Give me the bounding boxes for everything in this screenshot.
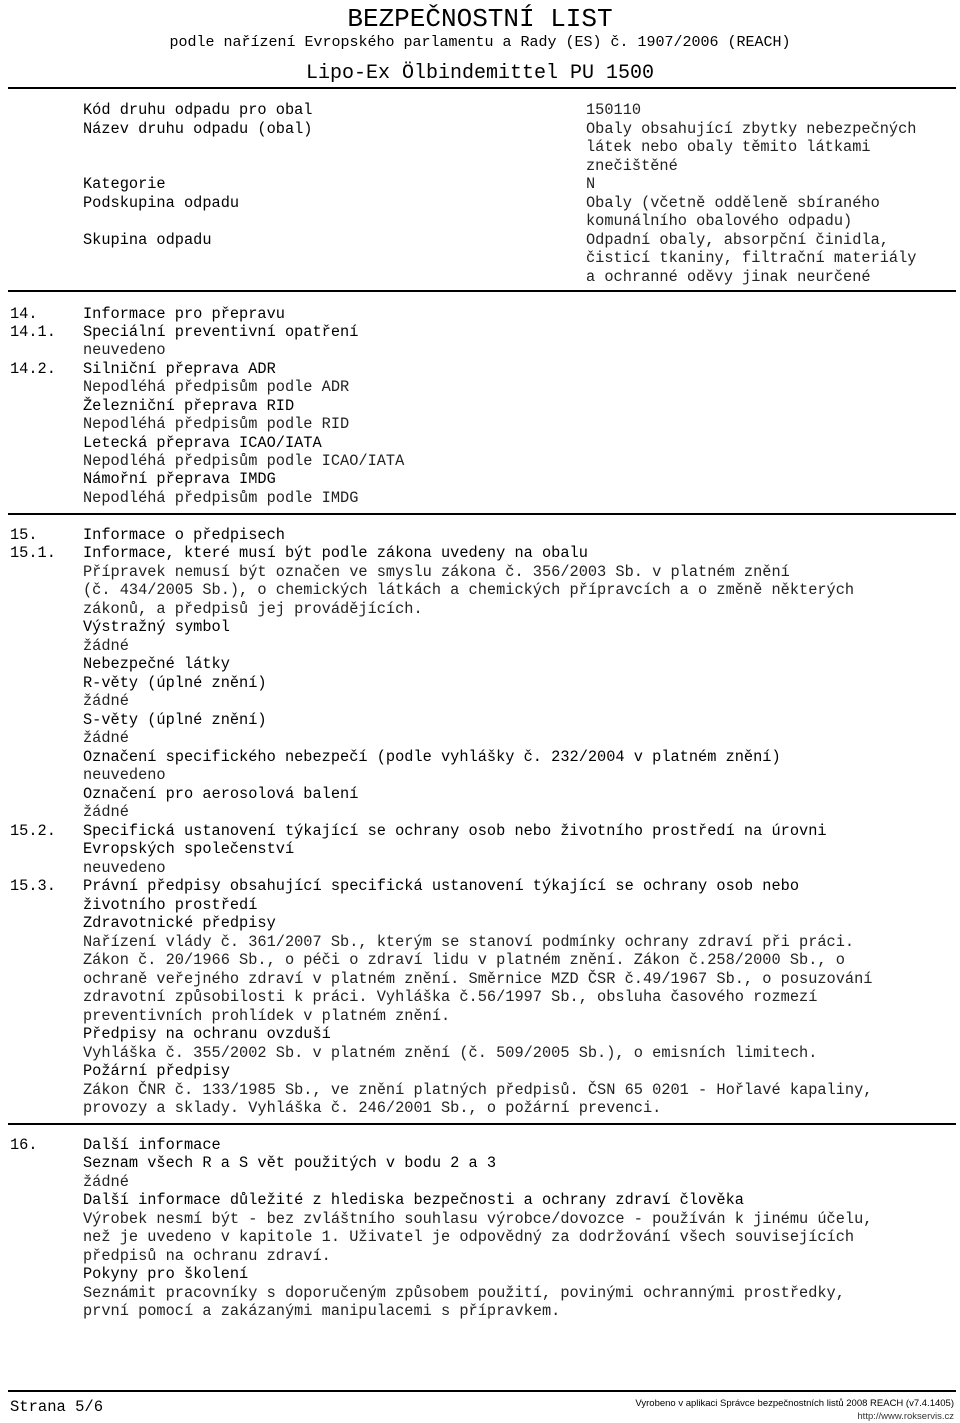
subsection-number: 14.2. <box>10 360 56 378</box>
section-title: Informace o předpisech <box>83 526 285 544</box>
item-value: žádné <box>83 637 129 655</box>
footer-divider <box>8 1390 956 1392</box>
page-number: Strana 5/6 <box>10 1398 104 1416</box>
waste-label-category: Kategorie <box>83 175 166 193</box>
item-title: Výstražný symbol <box>83 618 230 636</box>
item-title: Označení pro aerosolová balení <box>83 785 359 803</box>
waste-value-name-line: znečištěné <box>586 157 678 175</box>
paragraph-line: preventivních prohlídek v platném znění. <box>83 1007 451 1025</box>
document-title: BEZPEČNOSTNÍ LIST <box>347 4 613 34</box>
section-number: 15. <box>10 526 38 544</box>
subsection-number: 15.3. <box>10 877 56 895</box>
section-number: 16. <box>10 1136 38 1154</box>
waste-label-name: Název druhu odpadu (obal) <box>83 120 313 138</box>
footer-credit <box>635 1397 954 1423</box>
paragraph-line: předpisů na ochranu zdraví. <box>83 1247 331 1265</box>
paragraph-line: Vyhláška č. 355/2002 Sb. v platném znění (č. 509/2005 Sb.), o emisních limitech. <box>83 1044 818 1062</box>
subsection-title: Specifická ustanovení týkající se ochrany osob nebo životního prostředí na úrovni <box>83 822 827 840</box>
section-number: 14. <box>10 305 38 323</box>
item-value: žádné <box>83 1173 129 1191</box>
waste-value-name-line: Obaly obsahující zbytky nebezpečných <box>586 120 917 138</box>
subsection-title: Silniční přeprava ADR <box>83 360 276 378</box>
transport-value: Nepodléhá předpisům podle RID <box>83 415 350 433</box>
transport-value: Nepodléhá předpisům podle IMDG <box>83 489 359 507</box>
credit-text: Vyrobeno v aplikaci Správce bezpečnostních listů 2008 REACH (v7.4.1405) <box>635 1398 954 1409</box>
item-title: Označení specifického nebezpečí (podle vyhlášky č. 232/2004 v platném znění) <box>83 748 781 766</box>
transport-title: Námořní přeprava IMDG <box>83 470 276 488</box>
transport-title: Železniční přeprava RID <box>83 397 295 415</box>
paragraph-line: Seznámit pracovníky s doporučeným způsobem použití, povinými ochrannými prostředky, <box>83 1284 845 1302</box>
paragraph-line: ochraně veřejného zdraví v platném znění. Směrnice MZD ČSR č.49/1967 Sb., o posuzování <box>83 970 873 988</box>
section-divider <box>8 1123 956 1125</box>
subsection-title: Informace, které musí být podle zákona uvedeny na obalu <box>83 544 588 562</box>
transport-value: Nepodléhá předpisům podle ADR <box>83 378 350 396</box>
subsection-number: 15.2. <box>10 822 56 840</box>
product-name: Lipo-Ex Ölbindemittel PU 1500 <box>305 62 655 85</box>
header-divider <box>8 87 956 89</box>
subsection-value: neuvedeno <box>83 341 166 359</box>
paragraph-line: Nařízení vlády č. 361/2007 Sb., kterým se stanoví podmínky ochrany zdraví při práci. <box>83 933 855 951</box>
waste-value-group-line: čisticí tkaniny, filtrační materiály <box>586 249 917 267</box>
section-divider <box>8 513 956 515</box>
transport-value: Nepodléhá předpisům podle ICAO/IATA <box>83 452 405 470</box>
paragraph-line: zdravotní způsobilosti k práci. Vyhláška č.56/1997 Sb., obsluha časového rozmezí <box>83 988 818 1006</box>
waste-label-code: Kód druhu odpadu pro obal <box>83 101 313 119</box>
waste-value-subgroup-line: Obaly (včetně odděleně sbíraného <box>586 194 880 212</box>
subsection-title: Speciální preventivní opatření <box>83 323 359 341</box>
paragraph-line: Zákon č. 20/1966 Sb., o péči o zdraví lidu v platném znění. Zákon č.258/2000 Sb., o <box>83 951 845 969</box>
item-title: Požární předpisy <box>83 1062 230 1080</box>
subsection-title: životního prostředí <box>83 896 258 914</box>
item-title: R-věty (úplné znění) <box>83 674 267 692</box>
waste-value-category: N <box>586 175 596 193</box>
item-title: Předpisy na ochranu ovzduší <box>83 1025 331 1043</box>
waste-label-subgroup: Podskupina odpadu <box>83 194 240 212</box>
item-value: žádné <box>83 729 129 747</box>
paragraph-line: než je uvedeno v kapitole 1. Uživatel je odpovědný za dodržování všech souvisejících <box>83 1228 855 1246</box>
subsection-number: 14.1. <box>10 323 56 341</box>
subsection-number: 15.1. <box>10 544 56 562</box>
item-value: neuvedeno <box>83 859 166 877</box>
item-title: Další informace důležité z hlediska bezpečnosti a ochrany zdraví člověka <box>83 1191 744 1209</box>
waste-value-subgroup-line: komunálního obalového odpadu) <box>586 212 853 230</box>
item-value: žádné <box>83 692 129 710</box>
paragraph-line: Přípravek nemusí být označen ve smyslu zákona č. 356/2003 Sb. v platném znění <box>83 563 790 581</box>
credit-link[interactable]: http://www.rokservis.cz <box>857 1411 954 1422</box>
waste-value-group-line: Odpadní obaly, absorpční činidla, <box>586 231 889 249</box>
section-title: Další informace <box>83 1136 221 1154</box>
item-title: Pokyny pro školení <box>83 1265 249 1283</box>
section-divider <box>8 290 956 292</box>
transport-title: Letecká přeprava ICAO/IATA <box>83 434 322 452</box>
waste-value-code: 150110 <box>586 101 642 119</box>
section-title: Informace pro přepravu <box>83 305 285 323</box>
waste-label-group: Skupina odpadu <box>83 231 212 249</box>
item-value: žádné <box>83 803 129 821</box>
item-title: S-věty (úplné znění) <box>83 711 267 729</box>
waste-value-name-line: látek nebo obaly těmito látkami <box>586 138 871 156</box>
item-title: Nebezpečné látky <box>83 655 230 673</box>
paragraph-line: provozy a sklady. Vyhláška č. 246/2001 Sb., o požární prevenci. <box>83 1099 662 1117</box>
document-subtitle: podle nařízení Evropského parlamentu a Rady (ES) č. 1907/2006 (REACH) <box>169 34 791 51</box>
item-title: Seznam všech R a S vět použitých v bodu 2 a 3 <box>83 1154 497 1172</box>
paragraph-line: první pomocí a zakázanými manipulacemi s přípravkem. <box>83 1302 561 1320</box>
paragraph-line: zákonů, a předpisů jej provádějících. <box>83 600 423 618</box>
waste-value-group-line: a ochranné oděvy jinak neurčené <box>586 268 871 286</box>
paragraph-line: Zákon ČNR č. 133/1985 Sb., ve znění platných předpisů. ČSN 65 0201 - Hořlavé kapaliny, <box>83 1081 873 1099</box>
item-value: neuvedeno <box>83 766 166 784</box>
item-title: Zdravotnické předpisy <box>83 914 276 932</box>
subsection-title: Evropských společenství <box>83 840 295 858</box>
paragraph-line: Výrobek nesmí být - bez zvláštního souhlasu výrobce/dovozce - používán k jinému účelu, <box>83 1210 873 1228</box>
paragraph-line: (č. 434/2005 Sb.), o chemických látkách a chemických přípravcích a o změně některých <box>83 581 855 599</box>
subsection-title: Právní předpisy obsahující specifická ustanovení týkající se ochrany osob nebo <box>83 877 800 895</box>
